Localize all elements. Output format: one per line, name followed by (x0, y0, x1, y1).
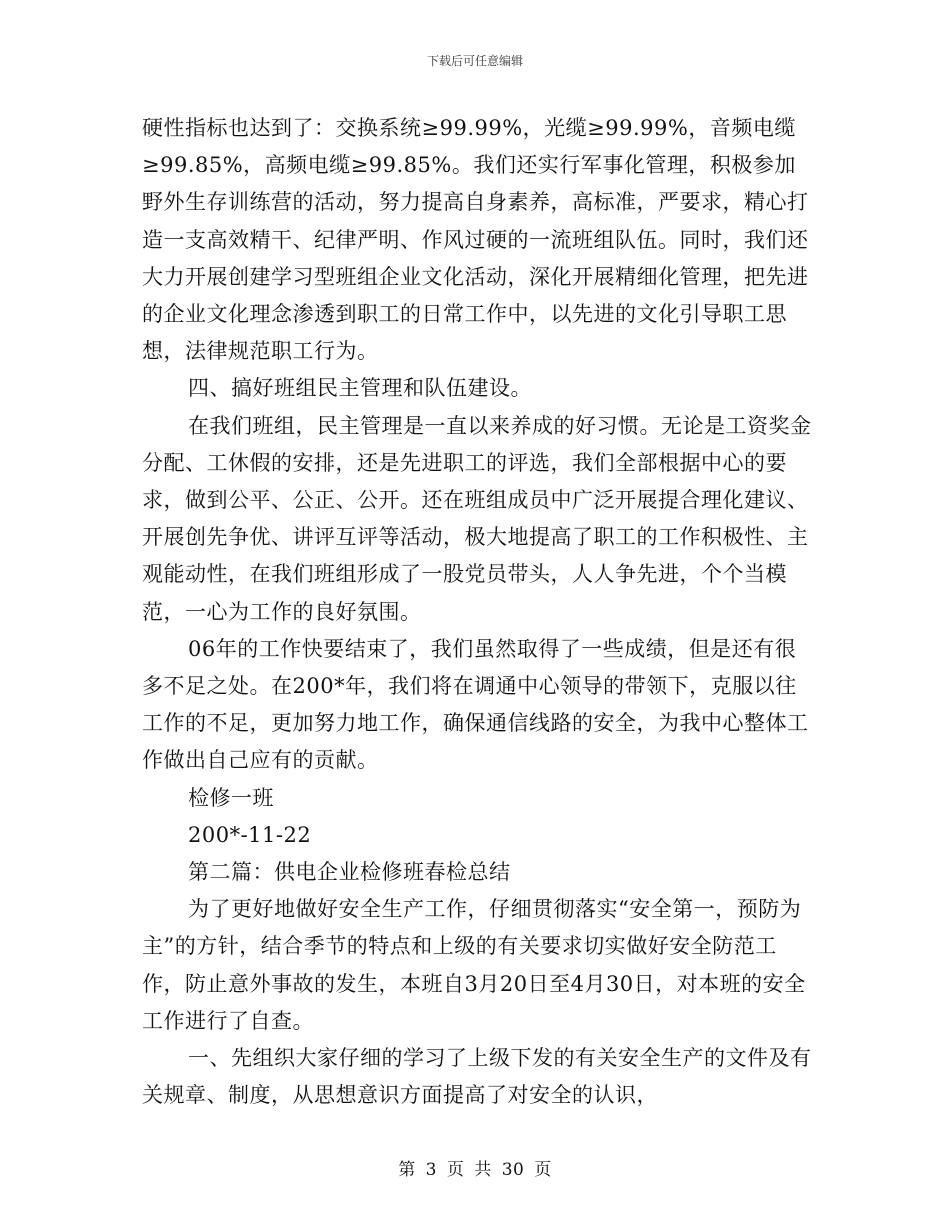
signature-team: 检修一班 (188, 785, 274, 810)
signature-date: 200*-11-22 (188, 822, 312, 847)
paragraph-conclusion: 06年的工作快要结束了，我们虽然取得了一些成绩，但是还有很多不足之处。在200*年，我们将在调通中心领导的带领下，克服以往工作的不足，更加努力地工作，确保通信线路的安全，为我中心整体工作做出自己应有的贡献。 (142, 636, 809, 773)
page-header-note: 下载后可任意编辑 (426, 54, 523, 68)
section-heading-4: 四、搞好班组民主管理和队伍建设。 (188, 376, 532, 401)
second-article-title: 第二篇：供电企业检修班春检总结 (188, 860, 511, 885)
paragraph-continuation: 硬性指标也达到了：交换系统≥99.99%，光缆≥99.99%，音频电缆≥99.85%，高频电缆≥99.85%。我们还实行军事化管理，积极参加野外生存训练营的活动，努力提高自身素养，高标准，严要求，精心打造一支高效精干、纪律严明、作风过硬的一流班组队伍。同时，我们还大力开展创建学习型班组企业文化活动，深化开展精细化管理，把先进的企业文化理念渗透到职工的日常工作中，以先进的文化引导职工思想，法律规范职工行为。 (142, 116, 809, 364)
page-number: 第 3 页 共 30 页 (398, 1160, 552, 1180)
document-body (142, 110, 812, 1114)
paragraph-intro: 为了更好地做好安全生产工作，仔细贯彻落实“安全第一，预防为主”的方针，结合季节的特点和上级的有关要求切实做好安全防范工作，防止意外事故的发生，本班自3月20日至4月30日，对本班的安全工作进行了自查。 (142, 897, 806, 1033)
paragraph-democratic-management: 在我们班组，民主管理是一直以来养成的好习惯。无论是工资奖金分配、工休假的安排，还是先进职工的评选，我们全部根据中心的要求，做到公平、公正、公开。还在班组成员中广泛开展提合理化建议、开展创先争优、讲评互评等活动，极大地提高了职工的工作积极性、主观能动性，在我们班组形成了一股党员带头，人人争先进，个个当模范，一心为工作的良好氛围。 (142, 413, 812, 624)
paragraph-point-1: 一、先组织大家仔细的学习了上级下发的有关安全生产的文件及有关规章、制度，从思想意识方面提高了对安全的认识， (142, 1046, 812, 1108)
